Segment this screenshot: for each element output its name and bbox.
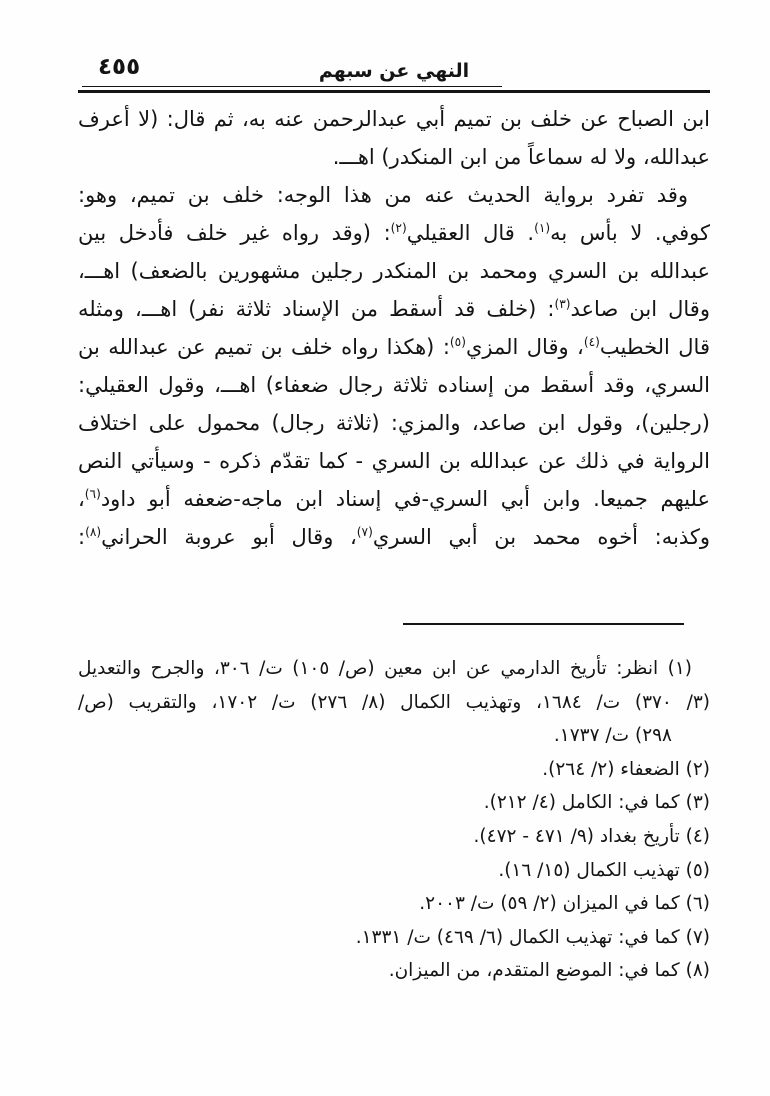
footnote-marker: (٦) xyxy=(84,487,101,501)
body-line: كوفي. لا بأس به$^{(١)}$. قال العقيلي$^{(٢)}$: (وقد رواه غير خلف فأدخل بين xyxy=(78,221,710,245)
body-line: قال الخطيب$^{(٤)}$، وقال المزي$^{(٥)}$: (هكذا رواه خلف بن تميم عن عبدالله بن xyxy=(78,335,710,359)
footnote-line: (١) انظر: تأريخ الدارمي عن ابن معين (ص/ ١٠٥) ت/ ٣٠٦، والجرح والتعديل xyxy=(78,658,692,679)
footnote-marker: (٢) xyxy=(390,221,407,235)
body-line: وكذبه: أخوه محمد بن أبي السري$^{(٧)}$، وقال أبو عروبة الحراني$^{(٨)}$: xyxy=(78,525,710,549)
footnote-line: (٤) تأريخ بغداد (٩/ ٤٧١ - ٤٧٢). xyxy=(473,825,710,847)
footnotes xyxy=(78,652,710,988)
body-line: وقال ابن صاعد$^{(٣)}$: (خلف قد أسقط من الإسناد ثلاثة نفر) اهـــ، ومثله xyxy=(78,297,710,321)
footnote-marker: (٣) xyxy=(554,297,571,311)
page-header xyxy=(78,54,710,88)
body-line: الرواية في ذلك عن عبدالله بن السري - كما تقدّم ذكره - وسيأتي النص xyxy=(78,449,710,473)
body-text xyxy=(78,100,710,556)
footnote-line: (٨) كما في: الموضع المتقدم، من الميزان. xyxy=(388,960,710,982)
footnote-marker: (٥) xyxy=(449,335,466,349)
footnote-marker: (٤) xyxy=(583,335,600,349)
footnote-line: (٦) كما في الميزان (٢/ ٥٩) ت/ ٢٠٠٣. xyxy=(419,893,710,915)
footnote-marker: (٨) xyxy=(85,525,102,539)
footnote-line: (٥) تهذيب الكمال (١٥/ ١٦). xyxy=(498,859,710,881)
header-rule-thin xyxy=(82,86,502,87)
page-number: ٤٥٥ xyxy=(98,54,141,80)
footnote-marker: (٧) xyxy=(356,525,373,539)
footnote-line: (٧) كما في: تهذيب الكمال (٦/ ٤٦٩) ت/ ١٣٣١. xyxy=(355,926,710,948)
footnote-line: (٣/ ٣٧٠) ت/ ١٦٨٤، وتهذيب الكمال (٨/ ٢٧٦) ت/ ١٧٠٢، والتقريب (ص/ xyxy=(78,691,710,713)
footnote-line: ٢٩٨) ت/ ١٧٣٧. xyxy=(553,725,672,747)
footnote-marker: (١) xyxy=(534,221,551,235)
header-rule xyxy=(78,90,710,93)
footnote-line: (٢) الضعفاء (٢/ ٢٦٤). xyxy=(542,758,710,780)
body-line: السري، وقد أسقط من إسناده ثلاثة رجال ضعفاء) اهـــ، وقول العقيلي: xyxy=(78,373,710,397)
footnote-separator xyxy=(403,623,684,625)
body-line: ابن الصباح عن خلف بن تميم أبي عبدالرحمن عنه به، ثم قال: (لا أعرف xyxy=(78,107,710,131)
body-line: عبدالله، ولا له سماعاً من ابن المنكدر) اهـــ. xyxy=(332,145,710,169)
body-line: وقد تفرد برواية الحديث عنه من هذا الوجه: خلف بن تميم، وهو: xyxy=(78,183,688,207)
page-title: النهي عن سبهم xyxy=(318,60,470,82)
body-line: (رجلين)، وقول ابن صاعد، والمزي: (ثلاثة رجال) محمول على اختلاف xyxy=(78,411,710,435)
footnote-line: (٣) كما في: الكامل (٤/ ٢١٢). xyxy=(483,792,710,814)
body-line: عليهم جميعا. وابن أبي السري-في إسناد ابن ماجه-ضعفه أبو داود$^{(٦)}$، xyxy=(78,487,710,511)
body-line: عبدالله بن السري ومحمد بن المنكدر رجلين مشهورين بالضعف) اهـــ، xyxy=(78,259,710,283)
